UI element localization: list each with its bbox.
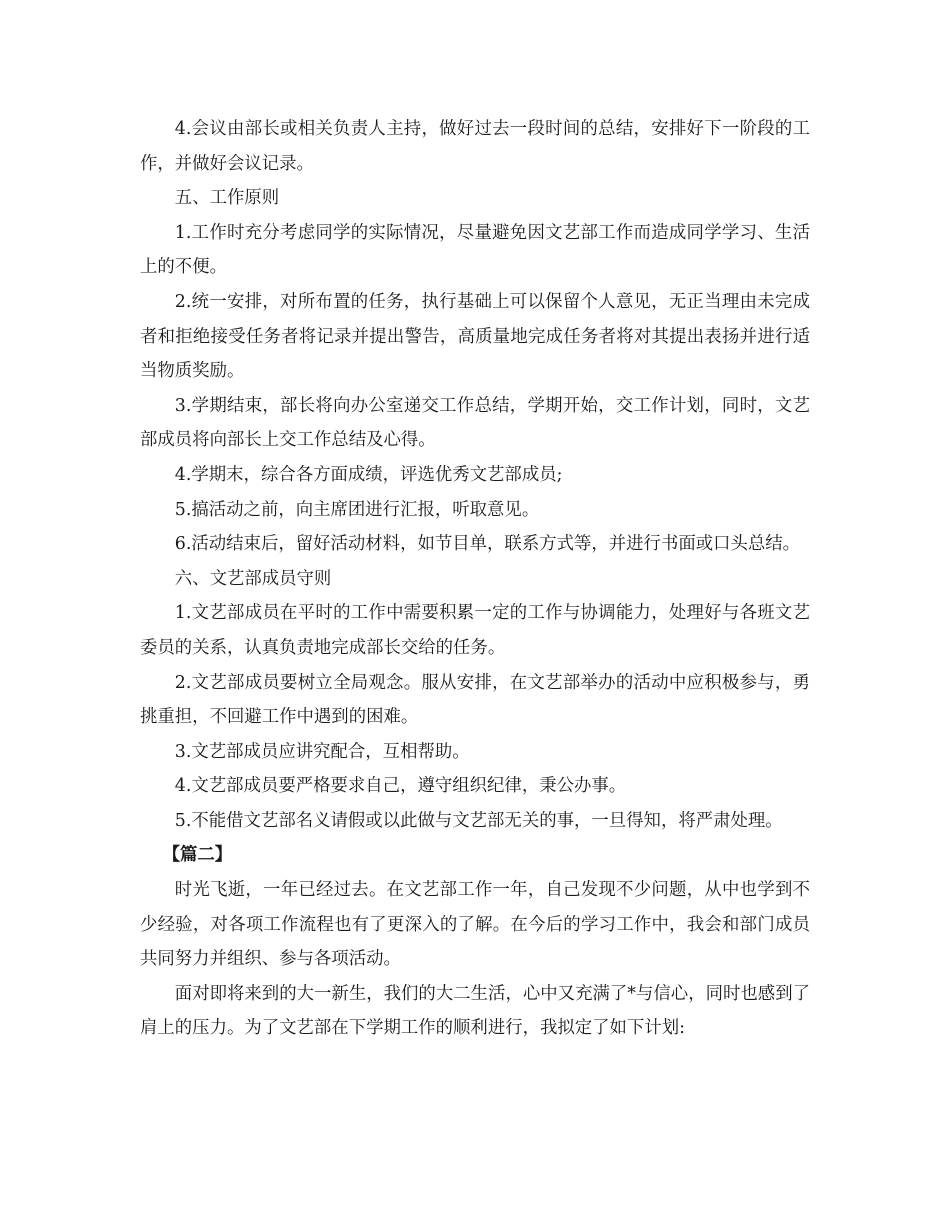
paragraph-rule-5: 5.不能借文艺部名义请假或以此做与文艺部无关的事，一旦得知，将严肃处理。 [174, 810, 783, 831]
paragraph-rule-1: 1.文艺部成员在平时的工作中需要积累一定的工作与协调能力，处理好与各班文艺委员的关系，认真负责地完成部长交给的任务。 [140, 603, 810, 658]
paragraph-new-plan: 面对即将来到的大一新生，我们的大二生活，心中又充满了*与信心，同时也感到了肩上的压力。为了文艺部在下学期工作的顺利进行，我拟定了如下计划: [140, 983, 810, 1039]
paragraph-principle-6: 6.活动结束后，留好活动材料，如节目单，联系方式等，并进行书面或口头总结。 [174, 534, 801, 555]
paragraph-principle-1: 1.工作时充分考虑同学的实际情况，尽量避免因文艺部工作而造成同学学习、生活上的不便。 [140, 222, 810, 278]
paragraph-year-review: 时光飞逝，一年已经过去。在文艺部工作一年，自己发现不少问题，从中也学到不少经验，对各项工作流程也有了更深入的了解。在今后的学习工作中，我会和部门成员共同努力并组织、参与各项活动。 [140, 880, 810, 970]
paragraph-meeting-host: 4.会议由部长或相关负责人主持，做好过去一段时间的总结，安排好下一阶段的工作，并做好会议记录。 [140, 119, 810, 174]
section-heading-member-rules: 六、文艺部成员守则 [174, 568, 332, 589]
paragraph-principle-5: 5.搞活动之前，向主席团进行汇报，听取意见。 [174, 499, 540, 520]
paragraph-principle-3: 3.学期结束，部长将向办公室递交工作总结，学期开始，交工作计划，同时，文艺部成员将向部长上交工作总结及心得。 [140, 395, 810, 451]
paragraph-principle-2: 2.统一安排，对所布置的任务，执行基础上可以保留个人意见，无正当理由未完成者和拒绝接受任务者将记录并提出警告，高质量地完成任务者将对其提出表扬并进行适当物质奖励。 [140, 291, 810, 382]
document-body [140, 112, 810, 1046]
paragraph-principle-4: 4.学期末，综合各方面成绩，评选优秀文艺部成员; [174, 464, 563, 485]
section-heading-work-principles: 五、工作原则 [174, 188, 280, 209]
paragraph-rule-3: 3.文艺部成员应讲究配合，互相帮助。 [174, 741, 470, 762]
chapter-heading-part-two: 【篇二】 [162, 845, 233, 866]
paragraph-rule-4: 4.文艺部成员要严格要求自己，遵守组织纪律，秉公办事。 [174, 776, 627, 797]
paragraph-rule-2: 2.文艺部成员要树立全局观念。服从安排，在文艺部举办的活动中应积极参与，勇挑重担，不回避工作中遇到的困难。 [140, 672, 810, 728]
